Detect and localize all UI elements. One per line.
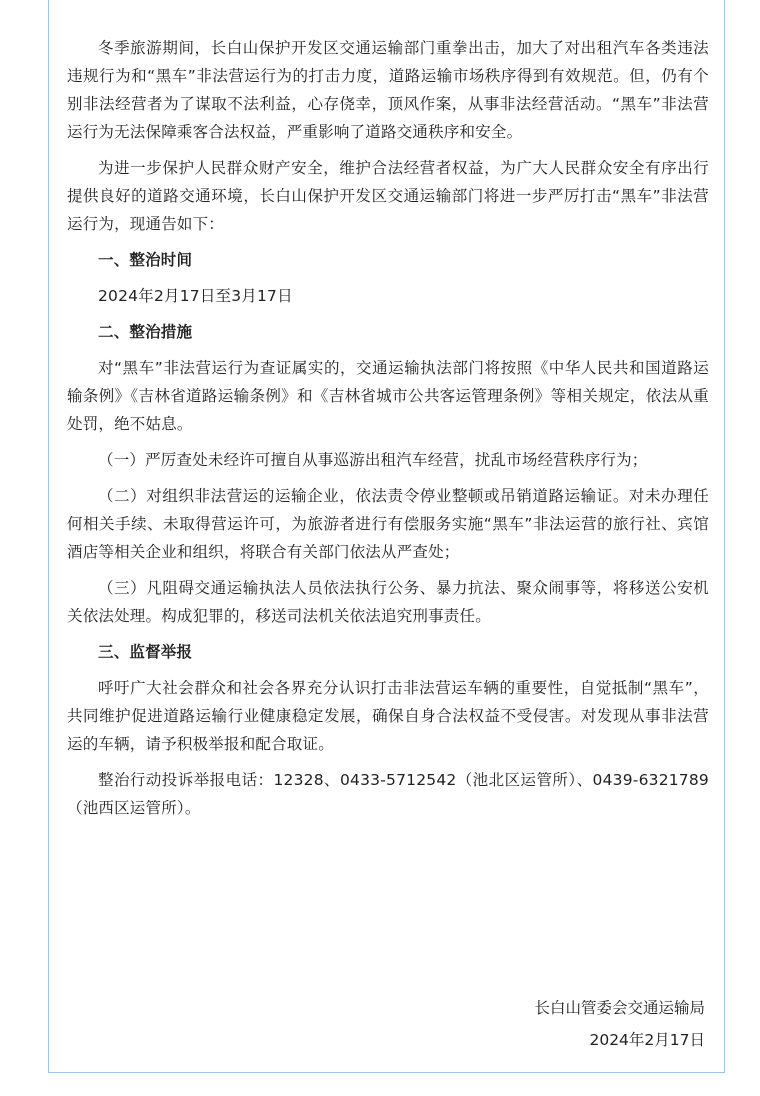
- signature-date: 2024年2月17日: [589, 1031, 705, 1049]
- paragraph-period: 2024年2月17日至3月17日: [98, 287, 293, 305]
- paragraph-purpose: 为进一步保护人民群众财产安全，维护合法经营者权益，为广大人民群众安全有序出行提供良好的道路交通环境，长白山保护开发区交通运输部门将进一步严厉打击“黑车”非法营运行为，现通告如下：: [67, 159, 709, 233]
- paragraph-measures: 对“黑车”非法营运行为查证属实的，交通运输执法部门将按照《中华人民共和国道路运输条例》《吉林省道路运输条例》和《吉林省城市公共客运管理条例》等相关规定，依法从重处罚，绝不姑息。: [67, 359, 709, 433]
- paragraph-measure-1: （一）严厉查处未经许可擅自从事巡游出租汽车经营，扰乱市场经营秩序行为；: [98, 451, 648, 469]
- paragraph-report: 呼吁广大社会群众和社会各界充分认识打击非法营运车辆的重要性，自觉抵制“黑车”，共同维护促进道路运输行业健康稳定发展，确保自身合法权益不受侵害。对发现从事非法营运的车辆，请予积极举报和配合取证。: [67, 679, 709, 753]
- heading-report: 三、监督举报: [98, 643, 193, 661]
- paragraph-intro: 冬季旅游期间，长白山保护开发区交通运输部门重拳出击，加大了对出租汽车各类违法违规行为和“黑车”非法营运行为的打击力度，道路运输市场秩序得到有效规范。但，仍有个别非法经营者为了谋取不法利益，心存侥幸，顶风作案，从事非法经营活动。“黑车”非法营运行为无法保障乘客合法权益，严重影响了道路交通秩序和安全。: [67, 39, 709, 141]
- paragraph-measure-2: （二）对组织非法营运的运输企业，依法责令停业整顿或吊销道路运输证。对未办理任何相关手续、未取得营运许可，为旅游者进行有偿服务实施“黑车”非法运营的旅行社、宾馆酒店等相关企业和组织，将联合有关部门依法从严查处；: [67, 487, 709, 561]
- heading-period: 一、整治时间: [98, 251, 193, 269]
- paragraph-hotline: 整治行动投诉举报电话：12328、0433-5712542（池北区运管所）、0439-6321789（池西区运管所）。: [67, 771, 709, 817]
- signature-org: 长白山管委会交通运输局: [534, 999, 705, 1017]
- heading-measures: 二、整治措施: [98, 323, 193, 341]
- paragraph-measure-3: （三）凡阻碍交通运输执法人员依法执行公务、暴力抗法、聚众闹事等，将移送公安机关依法处理。构成犯罪的，移送司法机关依法追究刑事责任。: [67, 579, 709, 625]
- notice-body: [67, 34, 709, 830]
